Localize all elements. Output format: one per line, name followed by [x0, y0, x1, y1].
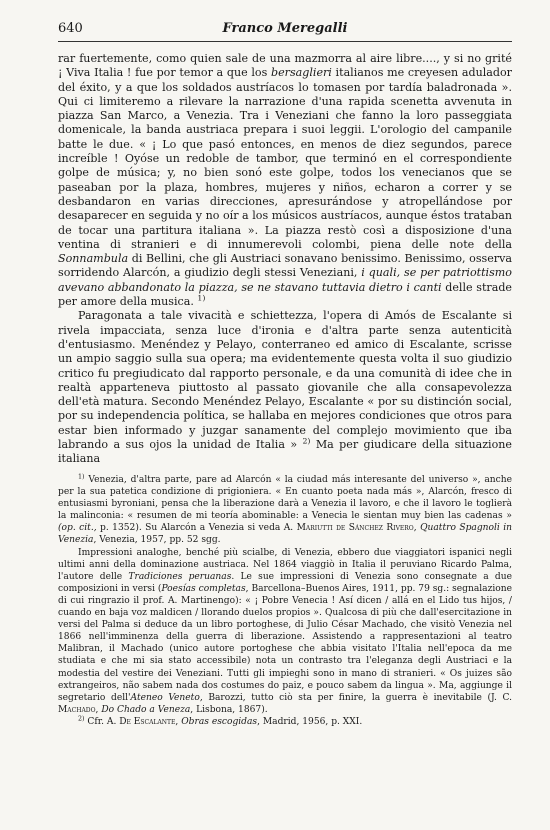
- italic-run: (op. cit.,: [58, 523, 97, 534]
- text-run: , Madrid, 1956,: [257, 716, 332, 727]
- text-run: Paragonata a tale vivacità e schiettezza, l'opera di Amós de Escalante si rivela impacciata, senza luce d'ironia e d'altra parte senza autenticità d'entusiasmo. Menéndez y Pelayo, conterraneo ed amico di Escalante, scrisse un ampio saggio sulla sua opera; ma evidentemente questa volta il suo giudizio critico fu pregiudicato dal rapporto personale, e da una comunità di idee che in realtà apparteneva piuttosto al passato giovanile che alla consapevolezza dell'età matura. Secondo Menéndez Pelayo, Escalante « por su distinción social, por su independencia política, se hallaba en mejores condiciones que otros para estar bien informado y juzgar sanamente del complejo movimiento que iba labrando a sus ojos la unidad de Italia »: [58, 309, 512, 452]
- text-run: rar fuertemente, como quien sale de una mazmorra al aire libre...., y si no grité ¡ Viva Italia ! fue por temor a que los: [58, 52, 512, 80]
- footnote-ref-1: 1): [197, 293, 206, 303]
- author-name: Machado: [58, 704, 96, 715]
- text-run: p. 1352). Su Alarcón a Venezia si veda A.: [96, 523, 297, 534]
- text-run: . Le sue impressioni di Venezia sono consegnate a due composizioni in versi (: [58, 571, 512, 594]
- text-run: ,: [413, 523, 421, 534]
- book-title: Obras escogidas: [181, 716, 258, 727]
- text-run: ,: [175, 716, 182, 727]
- text-run: , Barcellona–Buenos Aires, 1911, pp. 79 sg.: segnalazione di cui ringrazio il prof. A. Martinengo): « ¡ Pobre Venecia ! Así dicen / allá en el Lido tus hijos, / cuando en baja voz maldicen / llorando duelos propios ». Qualcosa di più che dall'esercitazione in versi del Palma si deduce da un libro portoghese, di Julio César Machado, che visitò Venezia nel 1866 nell'imminenza della guerra di liberazione. Assistendo a rappresentazioni al teatro Malibran, il Machado (unico autore portoghese che abbia visitato l'Italia nell'epoca da me studiata e che mi sia stato accessibile) nota un contrasto tra l'eleganza degli Austriaci e la modestia del vestire dei Veneziani. Tutti gli impieghi sono in mano di stranieri. « Os juizes são extrangeiros, não sabem nada dos costumes do paiz, e pouco sabem da lingua ». Ma, aggiunge il segretario dell': [58, 583, 512, 703]
- footnote-marker: 1): [78, 472, 85, 481]
- footnote-marker: 2): [78, 714, 85, 723]
- text-run: delle strade per amore della musica.: [58, 280, 512, 309]
- text-run: Impressioni analoghe, benché più scialbe, di Venezia, ebbero due viaggiatori ispanici negli ultimi anni della dominazione austriaca. Nel 1864 viaggiò in Italia il peruviano Ricardo Palma, l'autore delle: [58, 547, 512, 582]
- paragraph-1: [58, 52, 512, 309]
- paragraph-2: [58, 309, 512, 466]
- italic-run: Sonnambula: [58, 252, 129, 266]
- italic-run: bersaglieri: [270, 66, 332, 80]
- footnote-ref-2: 2): [302, 436, 311, 446]
- book-title: Do Chado a Veneza: [101, 704, 191, 715]
- text-run: ,: [95, 704, 102, 715]
- footnote-2: [58, 716, 512, 728]
- author-name: De Escalante: [119, 716, 176, 727]
- author-name: Mariutti de Sánchez Rivero: [296, 523, 414, 534]
- main-text: [58, 52, 512, 467]
- text-run: Venezia, d'altra parte, pare ad Alarcón « la ciudad más interesante del universo », anche per la sua patetica condizione di prigioniera. « En cuanto poeta nada más », Alarcón, fresco di entusiasmi byroniani, pensa che la liberazione darà a Venezia il lavoro, e che il lavoro le toglierà la malinconia: « resumen de mi teoría abominable: a Venecia le sientan muy bien las cadenas »: [58, 475, 512, 522]
- book-title: Tradiciones peruanas: [128, 571, 232, 582]
- book-title: Quattro Spagnoli in Venezia: [58, 523, 512, 546]
- text-run: , Barozzi, tutto ciò sta per finire, la guerra è inevitabile (J. C.: [199, 692, 512, 703]
- text-run: , Venezia, 1957, pp. 52 sgg.: [93, 535, 221, 546]
- text-run: Ma per giudicare della situazione italiana: [58, 438, 512, 466]
- text-run: p. XXI.: [331, 716, 363, 727]
- text-run: di Bellini, che gli Austriaci sonavano benissimo. Benissimo, osserva sorridendo Alarcón, a giudizio degli stessi Veneziani,: [58, 252, 512, 280]
- text-run: Cfr. A.: [84, 716, 120, 727]
- text-run: italianos me creyesen adulador del éxito, y a que los soldados austríacos lo tomasen por tardía baladronada ». Qui ci limiteremo a rilevare la narrazione d'una rapida scenetta avvenuta in piazza San Marco, a Venezia. Tra i Veneziani che fanno la loro passeggiata domenicale, la banda austriaca prepara i suoi leggii. L'orologio del campanile batte le due. « ¡ Lo que pasó entonces, en menos de diez segundos, parece increíble ! Oyóse un redoble de tambor, que terminó en el correspondiente golpe de música; y, no bien sonó este golpe, todos los venecianos que se paseaban por la plaza, hombres, mujeres y niños, echaron a correr y se desbandaron en varias direcciones, apresurándose y atropellándose por desaparecer en seguida y no oír a los músicos austríacos, aunque éstos trataban de tocar una partitura italiana ». La piazza restò così a disposizione d'una ventina di stranieri e di innumerevoli colombi, piena delle note della: [58, 66, 512, 251]
- footnote-1-continued: [58, 547, 512, 716]
- journal-title: Ateneo Veneto: [130, 692, 200, 703]
- running-title: Franco Meregalli: [222, 21, 348, 36]
- italic-run: i quali, se per patriottismo avevano abbandonato la piazza, se ne stavano tuttavia dietro i canti: [58, 266, 512, 294]
- page-number: 640: [58, 21, 83, 36]
- footnote-1: [58, 474, 512, 547]
- footnotes: [58, 474, 512, 728]
- page-header: [58, 21, 512, 42]
- book-title: Poesías completas: [161, 583, 246, 594]
- text-run: , Lisbona, 1867).: [190, 704, 268, 715]
